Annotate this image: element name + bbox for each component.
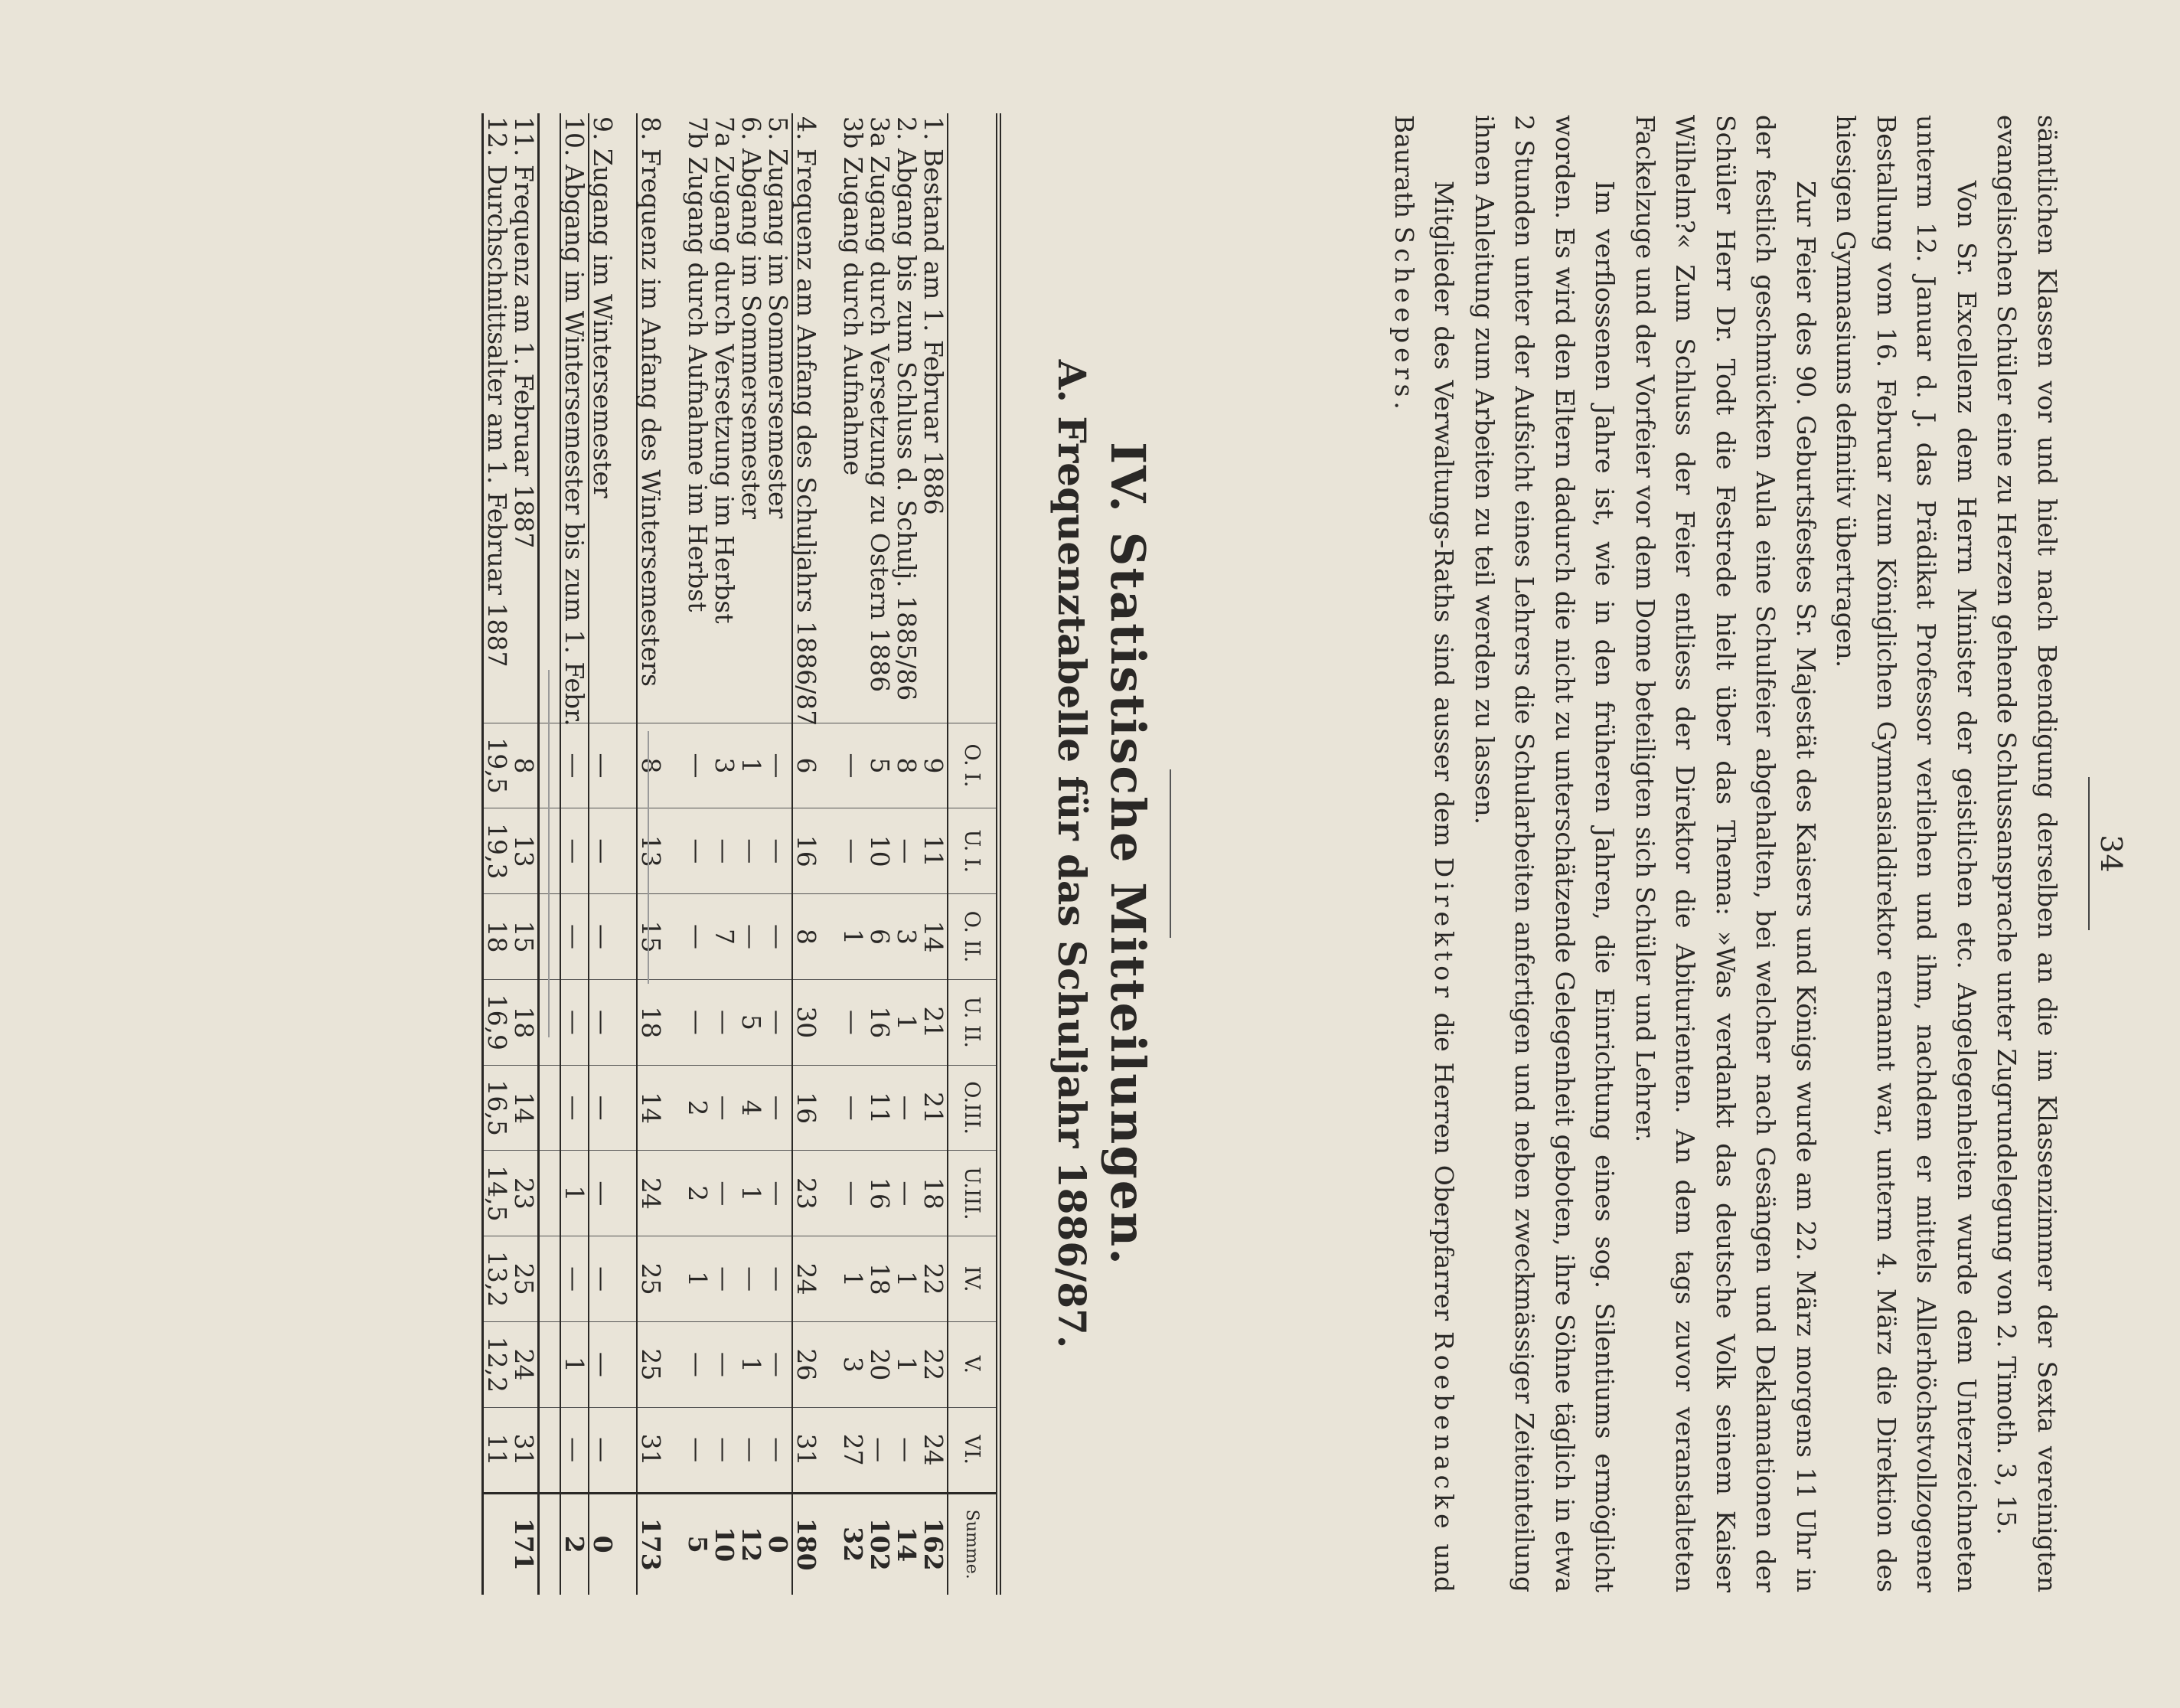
table-row — [637, 113, 664, 1595]
spacer-cell — [820, 1065, 840, 1151]
table-cell: 16 — [792, 808, 820, 894]
spacer-cell — [616, 1322, 637, 1408]
table-body — [483, 113, 948, 1595]
table-cell: — — [560, 894, 589, 980]
row-label: 12. Durchschnittsalter am 1. Februar 1887 — [482, 116, 512, 668]
row-label: 1. Bestand am 1. Februar 1886 — [919, 116, 948, 515]
decorative-rule — [648, 731, 649, 984]
table-cell: 16 — [866, 979, 893, 1065]
table-cell: 18 — [637, 979, 664, 1065]
table-cell: — — [684, 979, 711, 1065]
p5-text-and: und Baurath — [1389, 115, 1460, 1593]
spacer-cell — [539, 1493, 561, 1595]
table-row — [711, 113, 738, 1595]
table-cell: 4 — [738, 1065, 765, 1151]
row-sum-cell: 12 — [738, 1493, 765, 1595]
table-cell: 1 — [840, 1236, 866, 1322]
row-label: 7b Zugang durch Aufnahme im Herbst — [683, 116, 713, 612]
table-cell: 3 — [893, 894, 920, 980]
table-cell: 13 — [511, 808, 539, 894]
table-cell: — — [560, 979, 589, 1065]
table-cell: 23 — [792, 1151, 820, 1236]
spacer-cell — [820, 1151, 840, 1236]
col-header-oiii: O.III. — [948, 1065, 999, 1151]
table-cell: — — [711, 1065, 738, 1151]
spacer-cell — [664, 723, 684, 808]
spacer-cell — [539, 1236, 561, 1322]
table-cell: — — [589, 1322, 616, 1408]
table-cell: — — [893, 1065, 920, 1151]
table-cell: — — [589, 1065, 616, 1151]
table-cell: 21 — [920, 1065, 948, 1151]
p5-text-end: . — [1389, 401, 1419, 410]
p5-text-middle: die Herren Oberpfarrer — [1429, 1001, 1460, 1331]
spacer-cell — [820, 1322, 840, 1408]
table-row — [866, 113, 893, 1595]
table-cell: 8 — [637, 723, 664, 808]
table-cell: 1 — [840, 894, 866, 980]
table-cell: 12,2 — [483, 1322, 511, 1408]
table-spacer-row — [616, 113, 637, 1595]
table-cell: 16,5 — [483, 1065, 511, 1151]
table-cell: 18 — [511, 979, 539, 1065]
table-cell: 2 — [684, 1151, 711, 1236]
table-cell: 8 — [792, 894, 820, 980]
row-label: 10. Abgang im Wintersemester bis zum 1. Febr. — [560, 113, 589, 723]
spacer-cell — [664, 1151, 684, 1236]
table-cell: 1 — [893, 1236, 920, 1322]
table-cell: 26 — [792, 1322, 820, 1408]
table-cell: 11 — [920, 808, 948, 894]
row-sum-cell: 2 — [560, 1493, 589, 1595]
table-cell: — — [684, 1407, 711, 1493]
table-cell: 15 — [637, 894, 664, 980]
p5-text-before: Mitglieder des Verwaltungs-Raths sind ausser dem — [1429, 181, 1460, 857]
row-label: 9. Zugang im Wintersemester — [589, 113, 616, 723]
table-cell: 1 — [684, 1236, 711, 1322]
table-cell: 22 — [920, 1236, 948, 1322]
table-cell: 14 — [511, 1065, 539, 1151]
table-cell: — — [866, 1407, 893, 1493]
spacer-cell — [539, 113, 561, 723]
table-row — [589, 113, 616, 1595]
table-cell: 18 — [483, 894, 511, 980]
spacer-cell — [664, 979, 684, 1065]
table-cell: — — [560, 723, 589, 808]
table-cell: — — [765, 808, 792, 894]
table-cell: — — [589, 1236, 616, 1322]
table-cell: 2 — [684, 1065, 711, 1151]
table-cell: — — [738, 808, 765, 894]
spacer-cell — [616, 1407, 637, 1493]
table-cell: — — [589, 1151, 616, 1236]
row-sum-cell: 10 — [711, 1493, 738, 1595]
table-cell: — — [893, 1151, 920, 1236]
row-label: 3a Zugang durch Versetzung zu Ostern 1886 — [865, 116, 895, 693]
table-cell: 31 — [637, 1407, 664, 1493]
table-cell: 8 — [511, 723, 539, 808]
table-cell: 19,3 — [483, 808, 511, 894]
table-cell: — — [765, 979, 792, 1065]
table-cell: 3 — [711, 723, 738, 808]
row-sum-cell: 14 — [893, 1493, 920, 1595]
table-cell: — — [840, 808, 866, 894]
row-label: 2. Abgang bis zum Schluss d. Schulj. 1885/86 — [892, 116, 922, 701]
table-cell: 25 — [637, 1322, 664, 1408]
table-cell: 11 — [483, 1407, 511, 1493]
table-row — [840, 113, 866, 1595]
row-sum-cell: 0 — [765, 1493, 792, 1595]
table-cell: 13,2 — [483, 1236, 511, 1322]
row-sum-cell: 32 — [840, 1493, 866, 1595]
table-cell: 14 — [637, 1065, 664, 1151]
table-cell: — — [738, 1236, 765, 1322]
table-cell: 5 — [738, 979, 765, 1065]
table-cell: — — [840, 723, 866, 808]
col-header-uiii: U.III. — [948, 1151, 999, 1236]
table-cell: — — [765, 1236, 792, 1322]
spacer-cell — [664, 1493, 684, 1595]
table-cell: 1 — [560, 1322, 589, 1408]
spacer-cell — [539, 1322, 561, 1408]
p5-direktor: Direktor — [1429, 857, 1460, 1002]
spacer-cell — [664, 1065, 684, 1151]
section-separator — [1170, 769, 1171, 938]
table-cell: — — [684, 808, 711, 894]
table-cell: — — [711, 1322, 738, 1408]
table-cell: — — [589, 808, 616, 894]
table-cell: 6 — [792, 723, 820, 808]
paragraph-2: Von Sr. Excellenz dem Herrn Minister der geistlichen etc. Angelegenheiten wurde dem Unterzeichneten unterm 12. Januar d. J. das Prädikat Professor verliehen und ihm, nachdem er mittels Allerhöchstvollzogener Bestallung vom 16. Februar zum Königlichen Gymnasialdirektor ernannt war, unterm 4. März die Direktion des hiesigen Gymnasiums definitiv übertragen. — [1831, 115, 1982, 1592]
table-spacer-row — [820, 113, 840, 1595]
table-cell: 14 — [920, 894, 948, 980]
table-cell: — — [711, 1151, 738, 1236]
table-cell: 24 — [792, 1236, 820, 1322]
table-cell: — — [711, 808, 738, 894]
row-sum-cell: 180 — [792, 1493, 820, 1595]
table-cell: — — [684, 894, 711, 980]
row-sum-cell: 162 — [920, 1493, 948, 1595]
page-number-rule — [2088, 777, 2090, 930]
table-cell: 18 — [866, 1236, 893, 1322]
table-cell: 14,5 — [483, 1151, 511, 1236]
table-cell: 8 — [893, 723, 920, 808]
row-sum-cell — [483, 1493, 511, 1595]
table-cell: — — [684, 723, 711, 808]
row-sum-cell: 173 — [637, 1493, 664, 1595]
spacer-cell — [539, 1151, 561, 1236]
paragraph-1: sämtlichen Klassen vor und hielt nach Beendigung derselben an die im Klassenzimmer der Sexta vereinigten evangelischen Schüler eine zu Herzen gehende Schlussansprache unter Zugrundelegung von 2. Timoth. 3, 15. — [1992, 115, 2062, 1592]
spacer-cell — [664, 808, 684, 894]
table-cell: 1 — [893, 979, 920, 1065]
table-cell: 6 — [866, 894, 893, 980]
row-label: 8. Frequenz im Anfang des Wintersemesters — [637, 113, 664, 723]
table-cell: — — [560, 1407, 589, 1493]
spacer-cell — [616, 979, 637, 1065]
table-cell: 24 — [511, 1322, 539, 1408]
row-label: 11. Frequenz am 1. Februar 1887 — [511, 113, 539, 723]
spacer-cell — [616, 808, 637, 894]
table-cell: 21 — [920, 979, 948, 1065]
table-row — [738, 113, 765, 1595]
spacer-cell — [820, 894, 840, 980]
spacer-cell — [616, 1065, 637, 1151]
spacer-cell — [820, 979, 840, 1065]
spacer-cell — [616, 1151, 637, 1236]
table-cell: 25 — [637, 1236, 664, 1322]
spacer-cell — [616, 1236, 637, 1322]
table-row — [511, 113, 539, 1595]
spacer-cell — [820, 1236, 840, 1322]
table-cell: 25 — [511, 1236, 539, 1322]
row-label: 4. Frequenz am Anfang des Schuljahrs 1886/87 — [792, 113, 820, 723]
row-label: 7a Zugang durch Versetzung im Herbst — [710, 116, 739, 624]
paragraph-4: Im verflossenen Jahre ist, wie in den früheren Jahren, die Einrichtung eines sog. Silentiums ermöglicht worden. Es wird den Eltern dadurch die nicht zu unterschätzende Gelegenheit geboten, ihre Söhne täglich in etwa 2 Stunden unter der Aufsicht eines Lehrers die Schularbeiten anfertigen und neben zweckmässiger Zeiteinteilung ihnen Anleitung zum Arbeiten zu teil werden zu lassen. — [1470, 115, 1620, 1592]
spacer-cell — [539, 1407, 561, 1493]
table-cell: 30 — [792, 979, 820, 1065]
col-header-vi: VI. — [948, 1407, 999, 1493]
row-sum-cell: 171 — [511, 1493, 539, 1595]
table-cell: 31 — [511, 1407, 539, 1493]
table-cell: 1 — [738, 1151, 765, 1236]
table-cell: — — [560, 1065, 589, 1151]
table-header-row — [948, 113, 999, 1595]
table-cell: — — [589, 723, 616, 808]
frequency-table — [481, 113, 1001, 1595]
col-header-v: V. — [948, 1322, 999, 1408]
row-label: 5. Zugang im Sommersemester — [763, 116, 793, 519]
col-header-uii: U. II. — [948, 979, 999, 1065]
table-cell: 10 — [866, 808, 893, 894]
table-cell: — — [560, 1236, 589, 1322]
table-cell: 23 — [511, 1151, 539, 1236]
table-cell: — — [711, 1236, 738, 1322]
table-cell: 16 — [866, 1151, 893, 1236]
spacer-cell — [820, 808, 840, 894]
table-cell: — — [765, 894, 792, 980]
table-cell: — — [840, 979, 866, 1065]
spacer-cell — [664, 1322, 684, 1408]
spacer-cell — [664, 1407, 684, 1493]
spacer-cell — [664, 894, 684, 980]
table-cell: 13 — [637, 808, 664, 894]
table-cell: — — [893, 808, 920, 894]
table-cell: — — [589, 894, 616, 980]
paragraph-3: Zur Feier des 90. Geburtsfestes Sr. Majestät des Kaisers und Königs wurde am 22. März morgens 11 Uhr in der festlich geschmückten Aula eine Schulfeier abgehalten, bei welcher nach Gesängen und Deklamationen der Schüler Herr Dr. Todt die Festrede hielt über das Thema: »Was verdankt das deutsche Volk seinem Kaiser Wilhelm?« Zum Schluss der Feier entliess der Direktor die Abiturienten. An dem tags zuvor veranstalteten Fackelzuge und der Vorfeier vor dem Dome beteiligten sich Schüler und Lehrer. — [1630, 115, 1821, 1592]
table-cell: 19,5 — [483, 723, 511, 808]
table-row — [483, 113, 511, 1595]
row-label: 6. Abgang im Sommersemester — [736, 116, 766, 520]
spacer-cell — [616, 723, 637, 808]
table-header-label — [948, 113, 999, 723]
col-header-oii: O. II. — [948, 894, 999, 980]
table-row — [920, 113, 948, 1595]
table-cell: 9 — [920, 723, 948, 808]
table-cell: — — [765, 723, 792, 808]
table-cell: — — [589, 1407, 616, 1493]
table-cell: 1 — [893, 1322, 920, 1408]
section-subheading: A. Frequenztabelle für das Schuljahr 1886/87. — [1049, 359, 1095, 1349]
spacer-cell — [664, 113, 684, 723]
table-cell: 1 — [560, 1151, 589, 1236]
table-cell: — — [840, 1151, 866, 1236]
table-cell: — — [711, 979, 738, 1065]
table-row — [684, 113, 711, 1595]
spacer-cell — [664, 1236, 684, 1322]
decorative-rule — [548, 670, 550, 1037]
paragraph-5 — [1384, 115, 1464, 1592]
body-text — [1384, 115, 2067, 1592]
spacer-cell — [616, 1493, 637, 1595]
table-cell: 18 — [920, 1151, 948, 1236]
spacer-cell — [820, 113, 840, 723]
table-cell: 3 — [840, 1322, 866, 1408]
spacer-cell — [616, 113, 637, 723]
table-row — [560, 113, 589, 1595]
table-cell: 16,9 — [483, 979, 511, 1065]
table-cell: — — [711, 1407, 738, 1493]
table-cell: 24 — [637, 1151, 664, 1236]
table-cell: — — [738, 894, 765, 980]
table-cell: 20 — [866, 1322, 893, 1408]
section-heading: IV. Statistische Mitteilungen. — [1100, 442, 1156, 1266]
table-row — [893, 113, 920, 1595]
table-cell: — — [589, 979, 616, 1065]
spacer-cell — [820, 1407, 840, 1493]
spacer-cell — [539, 1065, 561, 1151]
table-cell: — — [684, 1322, 711, 1408]
row-sum-cell: 5 — [684, 1493, 711, 1595]
table-cell: 1 — [738, 723, 765, 808]
p5-name-roebenacke: Roebenacke — [1429, 1331, 1460, 1533]
table-cell: 15 — [511, 894, 539, 980]
table-cell: — — [765, 1322, 792, 1408]
row-sum-cell: 0 — [589, 1493, 616, 1595]
table-cell: 27 — [840, 1407, 866, 1493]
table-cell: 16 — [792, 1065, 820, 1151]
col-header-oi: O. I. — [948, 723, 999, 808]
col-header-summe: Summe. — [948, 1493, 999, 1595]
table-cell: 5 — [866, 723, 893, 808]
table-cell: 24 — [920, 1407, 948, 1493]
table-cell: 22 — [920, 1322, 948, 1408]
row-label: 3b Zugang durch Aufnahme — [838, 116, 868, 476]
p5-name-scheepers: Scheepers — [1389, 226, 1419, 402]
table-cell: — — [560, 808, 589, 894]
table-row — [765, 113, 792, 1595]
col-header-ui: U. I. — [948, 808, 999, 894]
spacer-cell — [820, 723, 840, 808]
table-cell: — — [840, 1065, 866, 1151]
table-row — [792, 113, 820, 1595]
col-header-iv: IV. — [948, 1236, 999, 1322]
table-cell: 11 — [866, 1065, 893, 1151]
table-cell: 1 — [738, 1322, 765, 1408]
table-cell: 31 — [792, 1407, 820, 1493]
table-cell: — — [765, 1407, 792, 1493]
row-sum-cell: 102 — [866, 1493, 893, 1595]
spacer-cell — [616, 894, 637, 980]
table-spacer-row — [664, 113, 684, 1595]
table-cell: 7 — [711, 894, 738, 980]
table-cell: — — [765, 1151, 792, 1236]
spacer-cell — [820, 1493, 840, 1595]
table-cell: — — [738, 1407, 765, 1493]
page-number: 34 — [2094, 834, 2128, 874]
table-cell: — — [893, 1407, 920, 1493]
table-cell: — — [765, 1065, 792, 1151]
